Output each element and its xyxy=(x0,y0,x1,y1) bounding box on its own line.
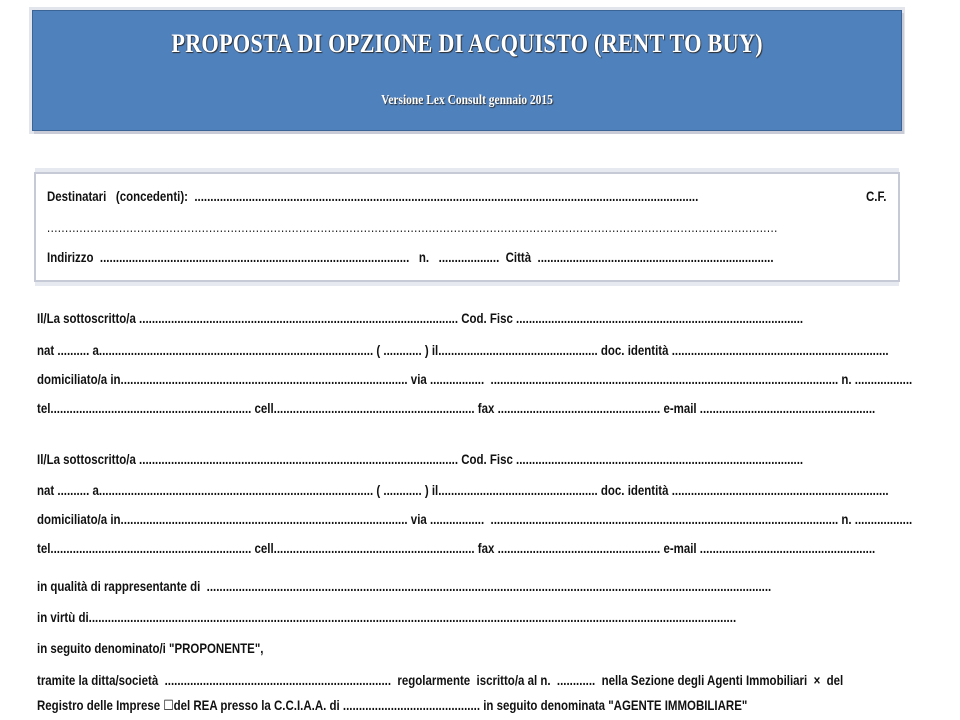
document-version: Versione Lex Consult gennaio 2015 xyxy=(381,93,553,108)
form-line-signatory1-name[interactable]: Il/La sottoscritto/a .................................................................................................... Cod. Fisc .......................................................................................... xyxy=(37,310,804,326)
form-line-signatory1-birth[interactable]: nat .......... a...................................................................................... ( ............ ) il.................................................. doc. identità .................................................................... xyxy=(37,342,889,358)
form-line-signatory2-contacts[interactable]: tel............................................................... cell............................................................... fax ................................................... e-mail ....................................................... xyxy=(37,540,876,556)
form-line-agency[interactable]: tramite la ditta/società ....................................................................... regolarmente iscritto/a al n. ............ nella Sezione degli Agenti Immobiliari × del xyxy=(37,672,844,688)
document-title: PROPOSTA DI OPZIONE DI ACQUISTO (RENT TO BUY) xyxy=(171,29,763,58)
recipients-continuation-field[interactable]: ........................................................................................................................................................................................................... xyxy=(47,219,778,235)
form-line-signatory2-domicile[interactable]: domiciliato/a in.......................................................................................... via ................. ............................................................................................................. n. .................. xyxy=(37,511,913,527)
form-line-registry[interactable]: Registro delle Imprese ☐del REA presso la C.C.I.A.A. di ........................................... in seguito denominata "AGENTE IMMOBILIARE" xyxy=(37,697,748,713)
form-line-signatory2-birth[interactable]: nat .......... a...................................................................................... ( ............ ) il.................................................. doc. identità .................................................................... xyxy=(37,482,889,498)
recipients-field[interactable]: Destinatari (concedenti): .............................................................................................................................................................. xyxy=(47,188,699,204)
form-line-proponent-label: in seguito denominato/i "PROPONENTE", xyxy=(37,640,264,656)
form-line-signatory1-domicile[interactable]: domiciliato/a in.......................................................................................... via ................. ............................................................................................................. n. .................. xyxy=(37,371,913,387)
recipients-cf-label: C.F. xyxy=(866,188,887,204)
form-line-authority[interactable]: in virtù di........................................................................................................................................................................................................... xyxy=(37,609,737,625)
form-line-representative[interactable]: in qualità di rappresentante di ................................................................................................................................................................................. xyxy=(37,578,772,594)
recipients-address-field[interactable]: Indirizzo ................................................................................................. n. ................... Città .......................................................................... xyxy=(47,249,774,265)
form-line-signatory2-name[interactable]: Il/La sottoscritto/a .................................................................................................... Cod. Fisc .......................................................................................... xyxy=(37,451,804,467)
form-line-signatory1-contacts[interactable]: tel............................................................... cell............................................................... fax ................................................... e-mail ....................................................... xyxy=(37,400,876,416)
title-banner xyxy=(32,10,902,131)
